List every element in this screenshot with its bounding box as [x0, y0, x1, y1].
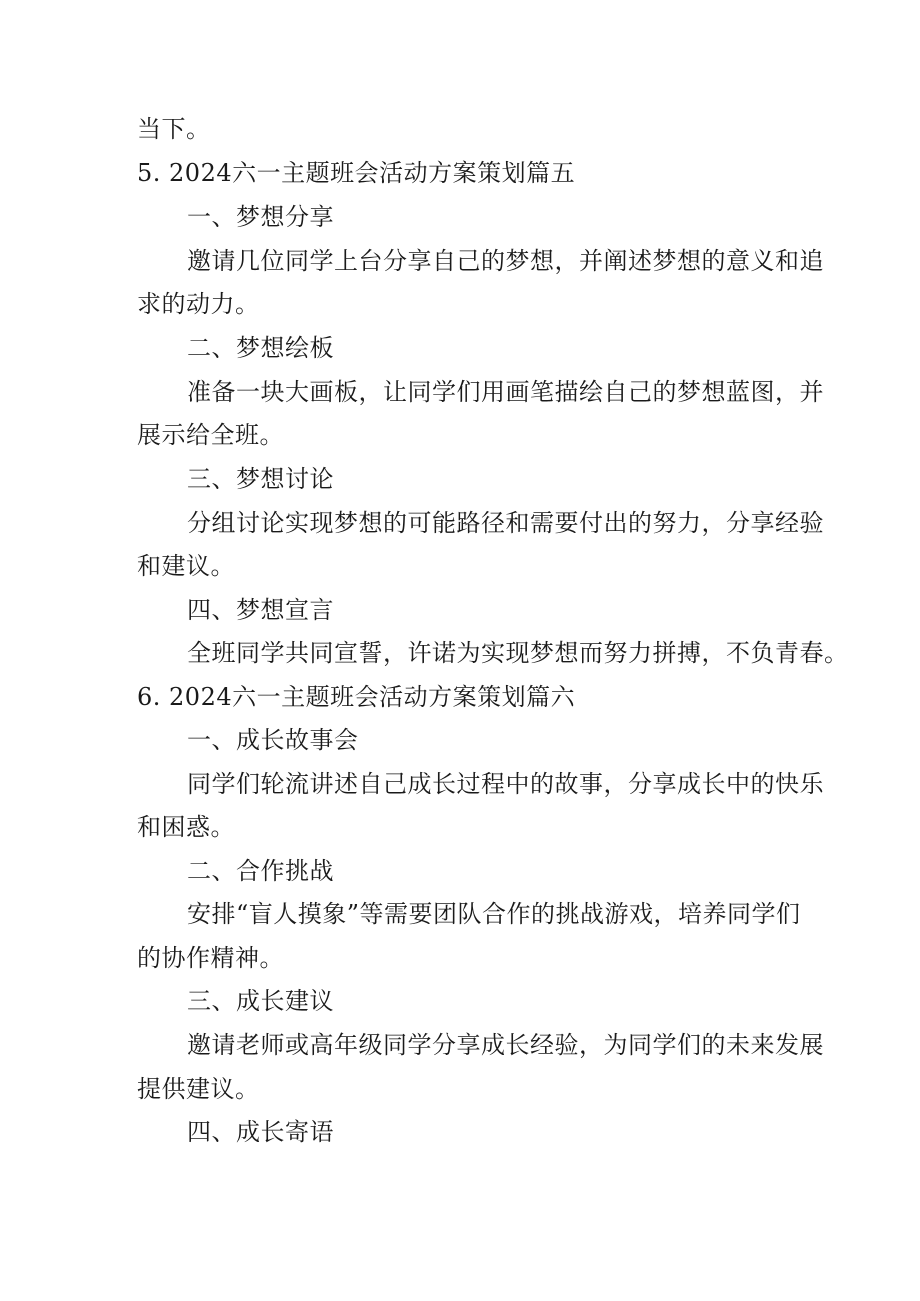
section-heading-6: 6. 2024六一主题班会活动方案策划篇六 — [137, 683, 576, 711]
subheading-growth-advice: 三、成长建议 — [187, 987, 334, 1015]
paragraph-line: 分组讨论实现梦想的可能路径和需要付出的努力，分享经验 — [187, 509, 824, 537]
subheading-dream-discussion: 三、梦想讨论 — [187, 465, 334, 493]
paragraph-line: 邀请老师或高年级同学分享成长经验，为同学们的未来发展 — [187, 1031, 824, 1059]
paragraph-line: 准备一块大画板，让同学们用画笔描绘自己的梦想蓝图，并 — [187, 378, 824, 406]
paragraph-line: 邀请几位同学上台分享自己的梦想，并阐述梦想的意义和追 — [187, 247, 824, 275]
paragraph-line: 和建议。 — [137, 552, 235, 580]
subheading-dream-share: 一、梦想分享 — [187, 203, 334, 231]
subheading-dream-board: 二、梦想绘板 — [187, 334, 334, 362]
paragraph-line: 和困惑。 — [137, 813, 235, 841]
paragraph-continuation: 当下。 — [137, 115, 211, 143]
section-heading-5: 5. 2024六一主题班会活动方案策划篇五 — [137, 159, 576, 187]
subheading-cooperation-challenge: 二、合作挑战 — [187, 857, 334, 885]
subheading-dream-declaration: 四、梦想宣言 — [187, 596, 334, 624]
paragraph-line: 全班同学共同宣誓，许诺为实现梦想而努力拼搏，不负青春。 — [187, 639, 849, 667]
paragraph-line: 安排“盲人摸象”等需要团队合作的挑战游戏，培养同学们 — [187, 900, 801, 928]
paragraph-line: 展示给全班。 — [137, 421, 284, 449]
paragraph-line: 提供建议。 — [137, 1075, 260, 1103]
subheading-growth-message: 四、成长寄语 — [187, 1118, 334, 1146]
paragraph-line: 同学们轮流讲述自己成长过程中的故事，分享成长中的快乐 — [187, 770, 824, 798]
paragraph-line: 求的动力。 — [137, 290, 260, 318]
subheading-growth-stories: 一、成长故事会 — [187, 726, 359, 754]
paragraph-line: 的协作精神。 — [137, 944, 284, 972]
